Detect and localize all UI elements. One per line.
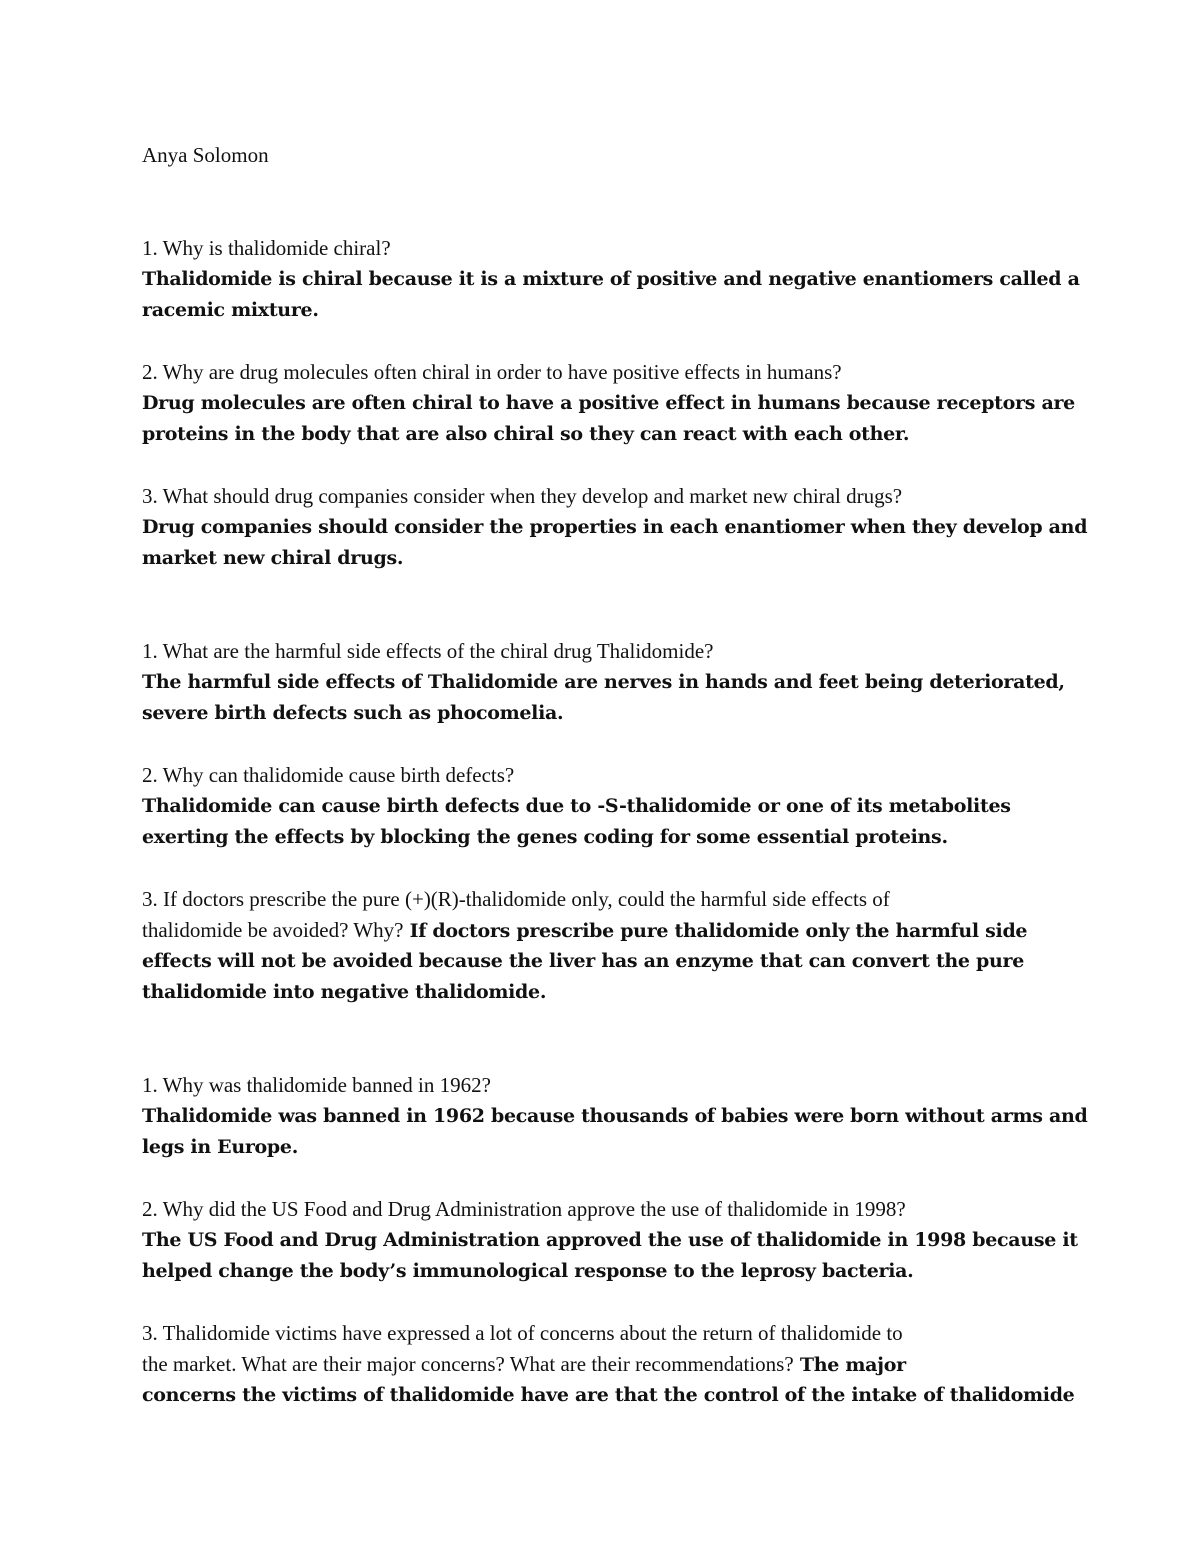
answer-text: Drug molecules are often chiral to have a positive effect in humans because receptors are: [142, 392, 1075, 414]
spacer: [142, 574, 1062, 636]
question-text: 2. Why can thalidomide cause birth defects?: [142, 763, 515, 787]
answer-text: Drug companies should consider the properties in each enantiomer when they develop and: [142, 516, 1088, 538]
qa-item: [142, 481, 1088, 574]
question-text: 3. What should drug companies consider when they develop and market new chiral drugs?: [142, 484, 903, 508]
spacer: [142, 1287, 1062, 1318]
spacer: [142, 729, 1062, 760]
question-text: the market. What are their major concerns? What are their recommendations?: [142, 1352, 794, 1376]
question-text: 1. What are the harmful side effects of the chiral drug Thalidomide?: [142, 639, 714, 663]
answer-text: The major: [799, 1354, 906, 1376]
answer-text: proteins in the body that are also chiral so they can react with each other.: [142, 423, 910, 445]
spacer: [142, 326, 1062, 357]
answer-text: severe birth defects such as phocomelia.: [142, 702, 564, 724]
spacer: [142, 853, 1062, 884]
author-name: Anya Solomon: [142, 143, 269, 167]
answer-text: market new chiral drugs.: [142, 547, 404, 569]
answer-text: helped change the body’s immunological response to the leprosy bacteria.: [142, 1260, 914, 1282]
section-1: [142, 233, 1088, 574]
question-text: 2. Why did the US Food and Drug Administration approve the use of thalidomide in 1998?: [142, 1197, 906, 1221]
answer-text: The harmful side effects of Thalidomide are nerves in hands and feet being deteriorated,: [142, 671, 1065, 693]
question-text: 1. Why was thalidomide banned in 1962?: [142, 1073, 491, 1097]
answer-text: concerns the victims of thalidomide have are that the control of the intake of thalidomide: [142, 1384, 1075, 1406]
answer-text: effects will not be avoided because the liver has an enzyme that can convert the pure: [142, 950, 1025, 972]
answer-text: exerting the effects by blocking the genes coding for some essential proteins.: [142, 826, 948, 848]
qa-item: [142, 1318, 1075, 1411]
answer-text: racemic mixture.: [142, 299, 319, 321]
qa-item: [142, 357, 1075, 450]
spacer: [142, 1008, 1062, 1070]
mixed-line: [142, 915, 1062, 946]
qa-item: [142, 884, 1062, 1008]
answer-text: Thalidomide can cause birth defects due to -S-thalidomide or one of its metabolites: [142, 795, 1011, 817]
question-text: 2. Why are drug molecules often chiral in order to have positive effects in humans?: [142, 360, 842, 384]
question-text: 1. Why is thalidomide chiral?: [142, 236, 391, 260]
spacer: [142, 171, 1062, 233]
question-text: thalidomide be avoided? Why?: [142, 918, 404, 942]
answer-text: legs in Europe.: [142, 1136, 299, 1158]
qa-item: [142, 1070, 1088, 1163]
mixed-line: [142, 1349, 1062, 1380]
question-text: 3. If doctors prescribe the pure (+)(R)-thalidomide only, could the harmful side effects of: [142, 887, 890, 911]
section-2: [142, 636, 1065, 1008]
question-text: 3. Thalidomide victims have expressed a lot of concerns about the return of thalidomide to: [142, 1321, 903, 1345]
qa-item: [142, 233, 1080, 326]
qa-item: [142, 1194, 1078, 1287]
answer-text: Thalidomide was banned in 1962 because thousands of babies were born without arms and: [142, 1105, 1088, 1127]
section-3: [142, 1070, 1088, 1411]
answer-text: If doctors prescribe pure thalidomide only the harmful side: [409, 920, 1028, 942]
answer-text: Thalidomide is chiral because it is a mixture of positive and negative enantiomers called a: [142, 268, 1080, 290]
spacer: [142, 450, 1062, 481]
qa-item: [142, 760, 1062, 853]
document-body: [142, 140, 1088, 1411]
qa-item: [142, 636, 1065, 729]
spacer: [142, 1163, 1062, 1194]
answer-text: The US Food and Drug Administration approved the use of thalidomide in 1998 because it: [142, 1229, 1078, 1251]
answer-text: thalidomide into negative thalidomide.: [142, 981, 547, 1003]
